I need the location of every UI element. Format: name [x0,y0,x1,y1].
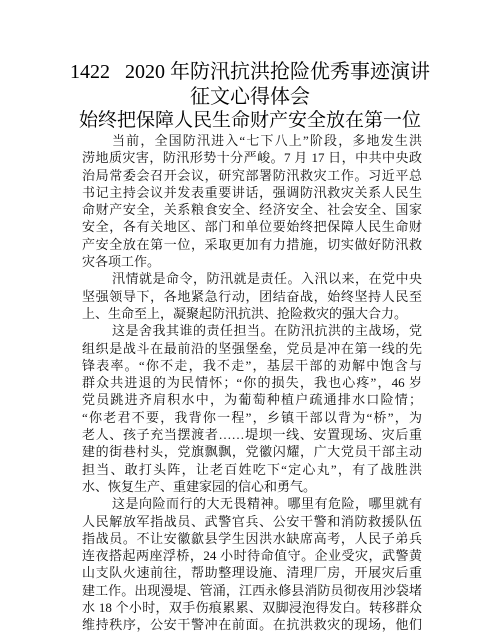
paragraph [82,495,422,633]
paragraph-line: 灾各项工作。 [82,254,161,270]
paragraph-line: 安全，各有关地区、部门和单位要始终把保障人民生命财 [82,219,422,235]
paragraph-line: 水、恢复生产、重建家园的信心和勇气。 [82,478,317,494]
paragraph-line: 建工作。出现漫堤、管涌，江西永修县消防员彻夜用沙袋堵 [82,582,422,598]
paragraph [82,322,422,495]
paragraph-line: 命财产安全，关系粮食安全、经济安全、社会安全、国家 [82,202,422,218]
paragraph-line: 汛情就是命令，防汛就是责任。入汛以来，在党中央 [112,271,422,287]
paragraph-line: 产安全放在第一位，采取更加有力措施，切实做好防汛救 [82,236,422,252]
paragraph-line: 组织是战斗在最前沿的坚强堡垒，党员是冲在第一线的先 [82,340,422,356]
paragraph-line: 党员跳进齐肩积水中，为葡萄种植户疏通排水口险情； [82,392,422,408]
paragraph-line: 建的街巷村头，党旗飘飘，党徽闪耀，广大党员干部主动 [82,444,422,460]
paragraph-line: 坚强领导下，各地紧急行动，团结奋战，始终坚持人民至 [82,288,422,304]
paragraph-line: 维持秩序，公安干警冲在前面。在抗洪救灾的现场，他们 [82,617,422,633]
paragraph-line: 涝地质灾害，防汛形势十分严峻。7 月 17 日，中共中央政 [82,150,422,166]
document-title [0,60,500,110]
paragraph-line: 人民解放军指战员、武警官兵、公安干警和消防救援队伍 [82,513,422,529]
paragraph [82,132,422,270]
paragraph-line: 连夜搭起两座浮桥，24 小时待命值守。企业受灾，武警黄 [82,548,422,564]
paragraph-line: 治局常委会召开会议，研究部署防汛救灾工作。习近平总 [82,167,422,183]
paragraph-line: 当前，全国防汛进入“七下八上”阶段，多地发生洪 [112,133,422,148]
paragraph-line: 这是舍我其谁的责任担当。在防汛抗洪的主战场，党 [112,323,422,339]
paragraph [82,270,422,322]
document-body [82,132,422,634]
paragraph-line: 指战员。不让安徽歙县学生因洪水缺席高考，人民子弟兵 [82,530,422,546]
paragraph-line: 担当、敢打头阵，让老百姓吃下“定心丸”，有了战胜洪 [82,461,422,477]
paragraph-line: 书记主持会议并发表重要讲话，强调防汛救灾关系人民生 [82,184,422,200]
paragraph-line: 这是向险而行的大无畏精神。哪里有危险，哪里就有 [112,496,422,512]
title-line-2: 征文心得体会 [190,86,310,108]
document-subtitle: 始终把保障人民生命财产安全放在第一位 [78,110,421,131]
paragraph-line: “你老君不要，我背你一程”，乡镇干部以背为“桥”，为 [82,409,422,425]
paragraph-line: 锋表率。“你不走，我不走”，基层干部的劝解中饱含与 [82,357,422,373]
paragraph-line: 水 18 个小时，双手伤痕累累、双脚浸泡得发白。转移群众 [82,600,422,616]
paragraph-line: 老人、孩子充当摆渡者……堤坝一线、安置现场、灾后重 [82,427,422,443]
paragraph-line: 上、生命至上，凝聚起防汛抗洪、抢险救灾的强大合力。 [82,305,408,321]
title-line-1: 1422 2020 年防汛抗洪抢险优秀事迹演讲 [70,61,430,83]
paragraph-line: 山支队火速前往，帮助整理设施、清理厂房，开展灾后重 [82,565,422,581]
paragraph-line: 群众共进退的为民情怀；“你的损失，我也心疼”，46 岁 [82,375,422,391]
